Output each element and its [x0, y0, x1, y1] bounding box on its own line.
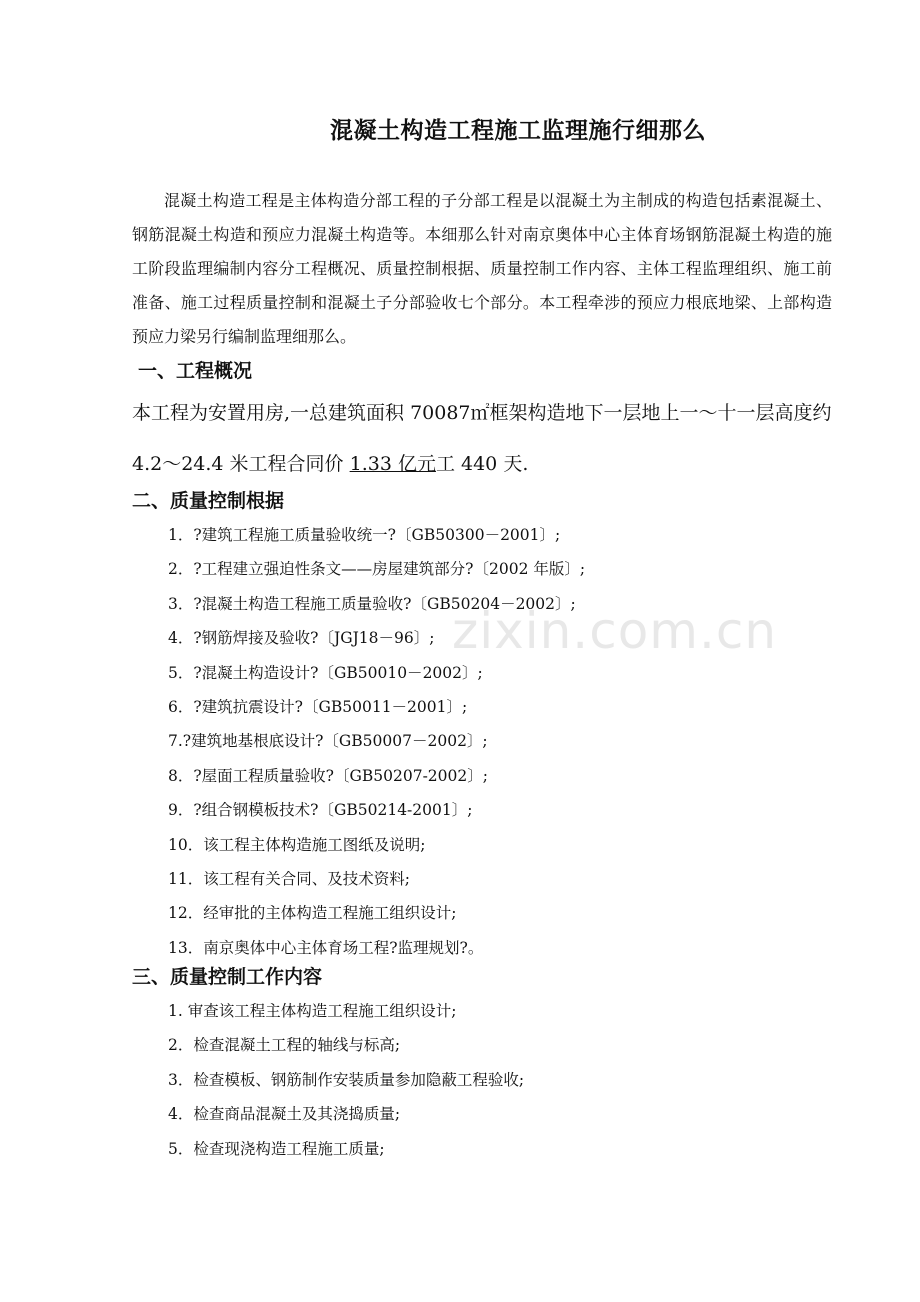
list-item: 4．?钢筋焊接及验收?〔JGJ18－96〕;: [168, 629, 435, 648]
list-item: 3．?混凝土构造工程施工质量验收?〔GB50204－2002〕;: [168, 594, 576, 613]
list-item: 7.?建筑地基根底设计?〔GB50007－2002〕;: [168, 732, 488, 751]
watermark: zixin.com.cn: [452, 602, 778, 660]
list-item: 11．该工程有关合同、及技术资料;: [168, 869, 410, 888]
list-item: 12．经审批的主体构造工程施工组织设计;: [168, 904, 457, 923]
quality-work-list: [168, 994, 524, 1166]
list-item: 10．该工程主体构造施工图纸及说明;: [168, 835, 426, 854]
list-item: 4．检查商品混凝土及其浇捣质量;: [168, 1105, 401, 1124]
list-item: 8．?屋面工程质量验收?〔GB50207-2002〕;: [168, 766, 488, 785]
list-item: 5．?混凝土构造设计?〔GB50010－2002〕;: [168, 663, 483, 682]
list-item: 2．?工程建立强迫性条文——房屋建筑部分?〔2002 年版〕;: [168, 560, 586, 579]
section-heading-quality-work: 三、质量控制工作内容: [132, 966, 323, 988]
overview-text-end: 工 440 天.: [435, 453, 529, 475]
list-item: 3．检查模板、钢筋制作安装质量参加隐蔽工程验收;: [168, 1070, 525, 1089]
contract-price: 1.33 亿元: [349, 453, 436, 475]
list-item: 1．?建筑工程施工质量验收统一?〔GB50300－2001〕;: [168, 526, 561, 544]
list-item: 9．?组合钢模板技术?〔GB50214-2001〕;: [168, 801, 473, 820]
quality-basis-list: [168, 518, 585, 965]
list-item: 5．检查现浇构造工程施工质量;: [168, 1139, 385, 1158]
list-item: 2．检查混凝土工程的轴线与标高;: [168, 1036, 401, 1055]
document-title: 混凝土构造工程施工监理施行细那么: [330, 118, 706, 144]
section-heading-overview: 一、工程概况: [138, 360, 253, 382]
list-item: 1. 审查该工程主体构造工程施工组织设计;: [168, 1002, 457, 1020]
list-item: 6．?建筑抗震设计?〔GB50011－2001〕;: [168, 697, 468, 716]
overview-paragraph: [132, 388, 832, 490]
overview-text: 本工程为安置用房,一总建筑面积 70087㎡框架构造地下一层地上一～十一层高度约 4.2～24.4 米工程合同价: [132, 402, 832, 475]
intro-paragraph: 混凝土构造工程是主体构造分部工程的子分部工程是以混凝土为主制成的构造包括素混凝土、钢筋混凝土构造和预应力混凝土构造等。本细那么针对南京奥体中心主体育场钢筋混凝土构造的施工阶段监理编制内容分工程概况、质量控制根据、质量控制工作内容、主体工程监理组织、施工前准备、施工过程质量控制和混凝土子分部验收七个部分。本工程牵涉的预应力根底地梁、上部构造预应力梁另行编制监理细那么。: [132, 191, 832, 346]
list-item: 13．南京奥体中心主体育场工程?监理规划?。: [168, 938, 484, 957]
section-heading-quality-basis: 二、质量控制根据: [132, 490, 285, 512]
